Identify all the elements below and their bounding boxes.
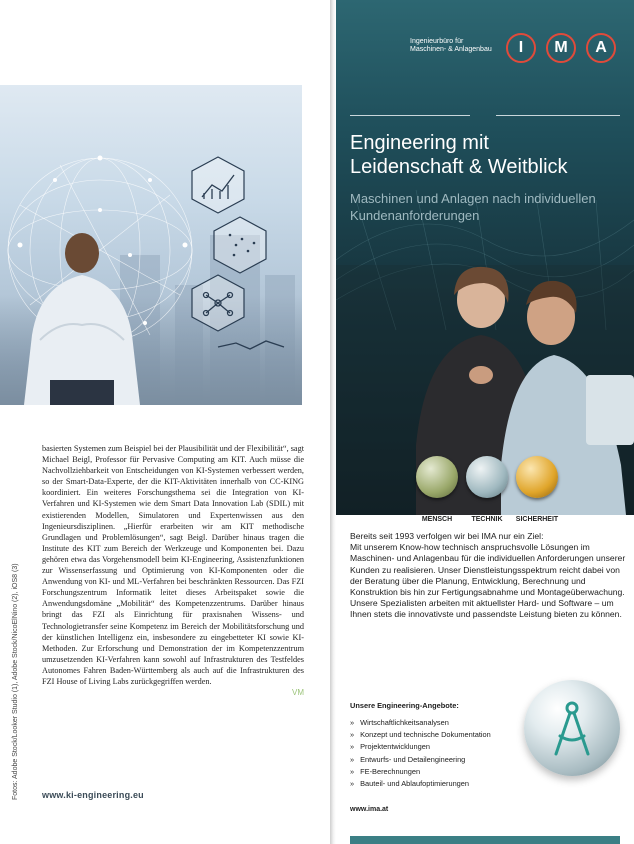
- ad-subline: Maschinen und Anlagen nach individuellen Kundenanforderungen: [350, 191, 596, 223]
- author-initials: VM: [292, 688, 304, 698]
- badge-label-mensch: MENSCH: [421, 516, 453, 523]
- chart-icon: [192, 157, 244, 213]
- offers-title: Unsere Engineering-Angebote:: [350, 701, 459, 710]
- ima-ad-hero: [336, 0, 634, 515]
- offer-item: » Projektentwicklungen: [350, 741, 491, 753]
- ki-engineering-link[interactable]: www.ki-engineering.eu: [42, 790, 144, 800]
- headline-line2: Leidenschaft & Weitblick: [350, 156, 568, 178]
- laptop: [586, 375, 634, 445]
- ima-website-link[interactable]: www.ima.at: [350, 806, 389, 813]
- photo-credits: Fotos: Adobe Stock/Looker Studio (1), Adobe Stock/NicoElNino (2), iOS8 (3): [12, 563, 19, 800]
- technik-badge-icon: [466, 456, 508, 498]
- badge-label-sicherheit: SICHERHEIT: [515, 516, 559, 523]
- ad-headline: [350, 131, 568, 179]
- network-sphere-graphic: [0, 85, 302, 405]
- logo-letter-a: A: [586, 33, 616, 63]
- offer-item: » FE-Berechnungen: [350, 766, 491, 778]
- offer-item: » Bauteil- und Ablaufoptimierungen: [350, 778, 491, 790]
- logo-letter-i: I: [506, 33, 536, 63]
- divider-right: [496, 115, 620, 116]
- ai-network-photo: [0, 85, 302, 405]
- man-silhouette: [24, 233, 140, 405]
- article-column: [42, 443, 304, 698]
- article-body: basierten Systemen zum Beispiel bei der Plausibilität und der Flexibilität“, sagt Michael Beigl, Professor für Pervasive Computing am KIT. Auch müsse die Nachvollziehbarkeit von Entscheidungen von KI-Systemen verbessert werden, so der Smart-Data-Experte, der die KIT-Aktivitäten innerhalb von CC-KING koordiniert. Ein weiteres Forschungsthema sei die Integration von KI-Verfahren und KI-Systemen wie dem Smart Data Innovation Lab (SDIL) mit existierenden Modellen, Simulatoren und Expertenwissen aus den Ingenieursdisziplinen. „Hierfür erarbeiten wir am KIT methodische Grundlagen und Problemlösungen“, sagt Beigl. Darüber hinaus tragen die Institute des KIT zum Bereich der Werkzeuge und Komponenten bei. Dazu gehören etwa das Vorgehensmodell beim KI-Engineering, Assistenzfunktionen zur Wissenserfassung und Optimierung von KI-Komponenten oder die Anwendung von KI- und ML-Verfahren bei beschränkten Ressourcen. Das FZI Forschungszentrum Informatik leitet dieses Arbeitspaket sowie die Anwendungsdomäne „Mobilität“ des Kompetenzzentrums. Darüber hinaus bringt das FZI als Einrichtung für praxisnahen Wissens- und Technologietransfer seine Kompetenz im Bereich der Mobilitätsforschung und der künstlichen Intelligenz ein, insbesondere zu eingebetteter KI sowie KI-Methoden. Zur Erforschung und Demonstration der im Kompetenzzentrum umzusetzenden KI-Verfahren kann sowohl auf Infrastrukturen des Testfeldes Autonomes Fahren Baden-Württemberg als auch auf die Infrastrukturen des FZI House of Living Labs zurückgegriffen werden.: [42, 444, 304, 686]
- ad-body-text: Mit unserem Know-how technisch anspruchsvolle Lösungen im Maschinen- und Anlagenbau für die individuellen Anforderungen unserer Kunden zu realisieren. Unser Dienstleistungsspektrum reicht dabei von der Beratung über die Planung, Entwicklung, Berechnung und Konstruktion bis hin zur Fertigungsabnahme und Montageüberwachung. Unsere Spezialisten arbeiten mit aktuellster Hard- und Software – um Ihnen stets die innovativste und passendste Leistung bieten zu können.: [350, 542, 626, 620]
- ad-body: [350, 531, 632, 621]
- mensch-badge-icon: [416, 456, 458, 498]
- headline-line1: Engineering mit: [350, 132, 489, 154]
- offer-item: » Konzept und technische Dokumentation: [350, 729, 491, 741]
- right-page-ad: [336, 0, 634, 844]
- company-tagline: [410, 38, 502, 54]
- sicherheit-badge-icon: [516, 456, 558, 498]
- company-line1: Ingenieurbüro für: [410, 38, 464, 45]
- divider-left: [350, 115, 470, 116]
- badge-label-technik: TECHNIK: [471, 516, 503, 523]
- logo-letter-m: M: [546, 33, 576, 63]
- scatter-icon: [214, 217, 266, 273]
- compass-sphere-icon: [524, 680, 620, 776]
- offer-item: » Entwurfs- und Detailengineering: [350, 754, 491, 766]
- company-line2: Maschinen- & Anlagenbau: [410, 46, 492, 53]
- teal-bottom-bar: [350, 836, 620, 844]
- offers-list: [350, 717, 491, 790]
- ad-intro: Bereits seit 1993 verfolgen wir bei IMA nur ein Ziel:: [350, 531, 544, 541]
- offer-item: » Wirtschaftlichkeitsanalysen: [350, 717, 491, 729]
